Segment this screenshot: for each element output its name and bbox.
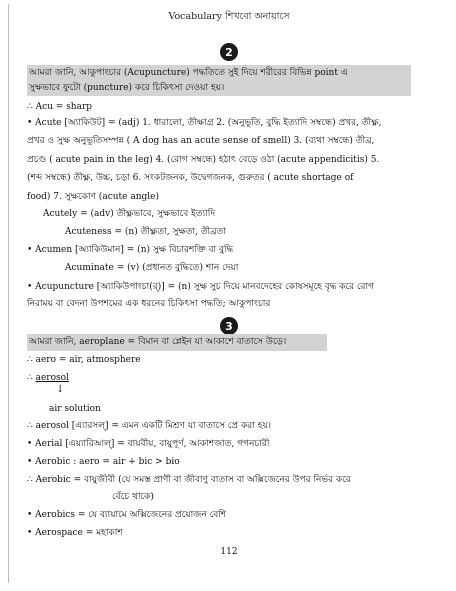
root-word: [27, 372, 421, 384]
entry-line: • Acute [অ্যাকিউট] = (adj) 1. ধারালো, তীক্ষাগ্র 2. (অনুভূতি, বুদ্ধি ইত্যাদি সম্বন্ধে) প্রখর, তীক্ষ্ণ,: [27, 118, 382, 128]
entry-line: • Aerobic : aero = air + bic > bio: [27, 457, 180, 467]
book-page: [8, 4, 449, 583]
entry-line: (শব্দ সম্বন্ধে) তীক্ষ্ণ, উচ্চ, চড়া 6. সংকটজনক, উদ্বেগজনক, গুরুতর ( acute shortage of: [27, 173, 354, 183]
intro-line: আমরা জানি, aeroplane = বিমান বা প্লেইন যা আকাশে বাতাসে উড়ে।: [29, 337, 287, 347]
sub-entry: Acuteness = (n) তীক্ষ্ণতা, সুক্ষতা, তীব্রতা: [65, 227, 226, 237]
entry-line: • Acumen [অ্যাকিউমান] = (n) সুক্ষ বিচারশক্তি বা বুদ্ধি: [27, 245, 234, 255]
down-arrow-icon: ↓: [56, 384, 65, 395]
intro-line: সুক্ষভাবে ফুটো (puncture) করে চিকিৎসা দেওয়া হয়।: [29, 82, 225, 93]
section-number-badge: 2: [220, 43, 238, 61]
entry-line: • Aerospace = মহাকাশ: [27, 528, 123, 538]
section-intro-highlight: [27, 334, 327, 351]
sub-entry: Acuminate = (v) (প্রধানত বুদ্ধিতে) শান দেয়া: [65, 263, 239, 273]
entry-line: নিরাময় বা বেদনা উপশমের এক ধরনের চিকিৎসা পদ্ধতি; আকুপাংচার: [27, 299, 271, 309]
entry-line: বেঁচে থাকে): [112, 492, 154, 502]
intro-line: আমরা জানি, আকুপাংচার (Acupuncture) পদ্ধতিতে সুই দিয়ে শরীরের বিভিন্ন point এ: [29, 68, 348, 78]
section-number-badge: 3: [220, 317, 238, 335]
therefore-symbol: ∴: [27, 373, 36, 383]
word-breakdown: air solution: [49, 404, 101, 414]
entry-line: ∴ Aerobic = বায়ুজীবী (যে সমস্ত প্রাণী বা জীবাণু বাতাস বা অক্সিজেনের উপর নির্ভর করে: [27, 475, 351, 485]
entry-line: ∴ aerosol [এ্যারসল্] = এমন একটি মিশ্রণ যা বাতাসে প্রে করা হয়।: [27, 421, 271, 431]
entry-line: food) 7. সুক্ষকোণ (acute angle): [27, 192, 159, 202]
section-intro-highlight: [27, 65, 411, 96]
entry-line: • Aerial [এয়্যারিআল্] = বায়বীয়, বায়ুপূর্ণ, আকাশজাত, গগনচারী: [27, 439, 270, 449]
root-definition: ∴ aero = air, atmosphere: [27, 355, 141, 365]
sub-entry: Acutely = (adv) তীক্ষ্ণভাবে, সুক্ষভাবে ইত্যাদি: [43, 209, 216, 219]
entry-line: • Acupuncture [অ্যাকিউপাংচা(র্)] = (n) সুক্ষ সুচ দিয়ে মানবদেহের কোষসমূহে বৃদ্ধ করে রোগ: [27, 282, 375, 292]
root-definition: ∴ Acu = sharp: [27, 102, 93, 112]
underlined-word: aerosol: [35, 373, 69, 383]
entry-line: প্রচণ্ড ( acute pain in the leg) 4. (রোগ সম্বন্ধে) হঠাৎ বেড়ে ওঠা (acute appendicitis) 5.: [27, 155, 380, 165]
entry-line: • Aerobics = যে ব্যায়ামে অক্সিজেনের প্রয়োজন বেশি: [27, 510, 227, 520]
page-header: Vocabulary শিখবো অনায়াসে: [168, 11, 290, 22]
entry-line: প্রখর ও সুক্ষ অনুভূতিসম্পন্ন ( A dog has an acute sense of smell) 3. (ব্যথা সম্বন্ধে) তীব্র,: [27, 136, 375, 146]
page-number: 112: [220, 547, 238, 557]
